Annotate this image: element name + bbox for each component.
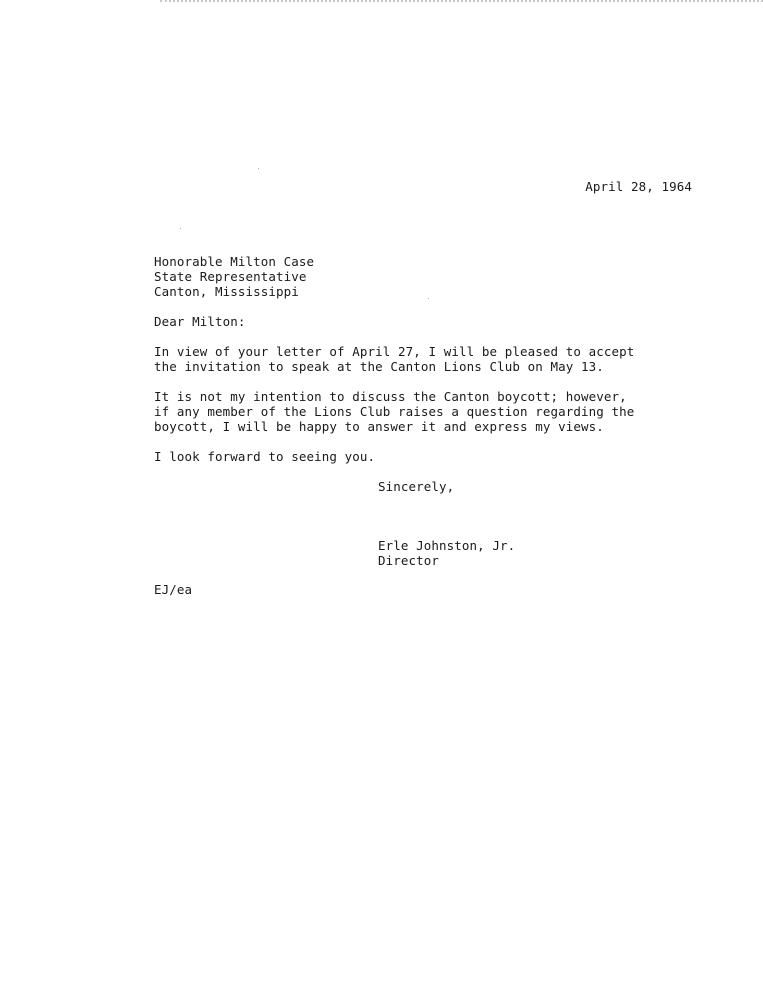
complimentary-closing: Sincerely, [378, 479, 455, 494]
paragraph-2-line-3: boycott, I will be happy to answer it and express my views. [154, 419, 604, 434]
paragraph-3-line-1: I look forward to seeing you. [154, 449, 376, 464]
paragraph-1-line-1: In view of your letter of April 27, I will be pleased to accept [154, 344, 635, 359]
salutation: Dear Milton: [154, 314, 246, 329]
letter-date: April 28, 1964 [585, 179, 692, 194]
paragraph-2-line-2: if any member of the Lions Club raises a question regarding the [154, 404, 635, 419]
page-top-edge [160, 0, 763, 2]
paper-speck [258, 168, 259, 169]
recipient-name: Honorable Milton Case [154, 254, 315, 269]
paragraph-2-line-1: It is not my intention to discuss the Canton boycott; however, [154, 389, 627, 404]
paper-speck [428, 298, 429, 299]
signer-title: Director [378, 553, 440, 568]
paper-speck [180, 228, 181, 229]
recipient-title: State Representative [154, 269, 307, 284]
reference-initials: EJ/ea [154, 582, 193, 597]
recipient-location: Canton, Mississippi [154, 284, 299, 299]
signer-name: Erle Johnston, Jr. [378, 538, 516, 553]
paragraph-1-line-2: the invitation to speak at the Canton Lions Club on May 13. [154, 359, 604, 374]
